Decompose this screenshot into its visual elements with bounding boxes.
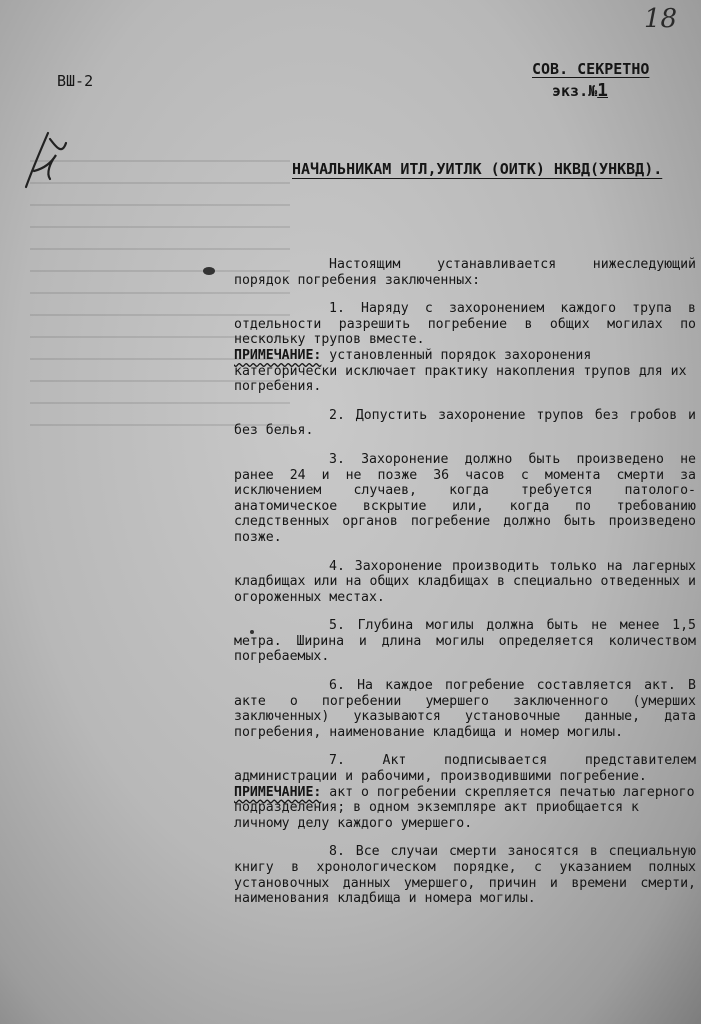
note-text: установленный порядок захоронения категорически исключает практику накопления трупов для их погребения. <box>234 347 687 395</box>
page-number: 18 <box>644 4 678 34</box>
item-1: 1. Наряду с захоронением каждого трупа в отдельности разрешить погребение в общих могилах по нескольку трупов вместе. <box>234 301 696 348</box>
copy-number <box>552 80 608 101</box>
note-label: ПРИМЕЧАНИЕ: <box>234 347 322 363</box>
order-body <box>234 257 696 920</box>
item-6: 6. На каждое погребение составляется акт. В акте о погребении умершего заключенного (умерших заключенных) указываются установочные данные, дата погребения, наименование кладбища и номер могилы. <box>234 678 696 740</box>
addressee-heading: НАЧАЛЬНИКАМ ИТЛ,УИТЛК (ОИТК) НКВД(УНКВД). <box>292 160 663 178</box>
classification-stamp: СОВ. СЕКРЕТНО <box>532 60 650 78</box>
item-3: 3. Захоронение должно быть произведено не ранее 24 и не позже 36 часов с момента смерти за исключением случаев, когда требуется патолого-анатомическое вскрытие или, когда по требованию следственных органов погребение должно быть произведено позже. <box>234 451 696 545</box>
margin-initial-mark <box>20 125 70 200</box>
copy-number-value: 1 <box>597 80 608 101</box>
item-7: 7. Акт подписывается представителем администрации и рабочими, производившими погребение. <box>234 753 696 785</box>
note-label: ПРИМЕЧАНИЕ: <box>234 784 322 800</box>
document-code: ВШ-2 <box>57 72 94 90</box>
item-8: 8. Все случаи смерти заносятся в специальную книгу в хронологическом порядке, с указанием полных установочных данных умершего, причин и времени смерти, наименования кладбища и номера могилы. <box>234 844 696 907</box>
copy-label: экз.№ <box>552 82 598 100</box>
note-text: акт о погребении скрепляется печатью лагерного подразделения; в одном экземпляре акт приобщается к личному делу каждого умершего. <box>234 784 695 831</box>
item-7-note <box>234 785 696 832</box>
item-4: 4. Захоронение производить только на лагерных кладбищах или на общих кладбищах в специально отведенных и огороженных местах. <box>234 558 696 605</box>
intro-paragraph: Настоящим устанавливается нижеследующий порядок погребения заключенных: <box>234 257 696 288</box>
ink-speck <box>203 267 215 275</box>
item-2: 2. Допустить захоронение трупов без гробов и без белья. <box>234 407 696 439</box>
item-5: 5. Глубина могилы должна быть не менее 1,5 метра. Ширина и длина могилы определяется количеством погребаемых. <box>234 618 696 665</box>
item-1-note <box>234 348 696 395</box>
